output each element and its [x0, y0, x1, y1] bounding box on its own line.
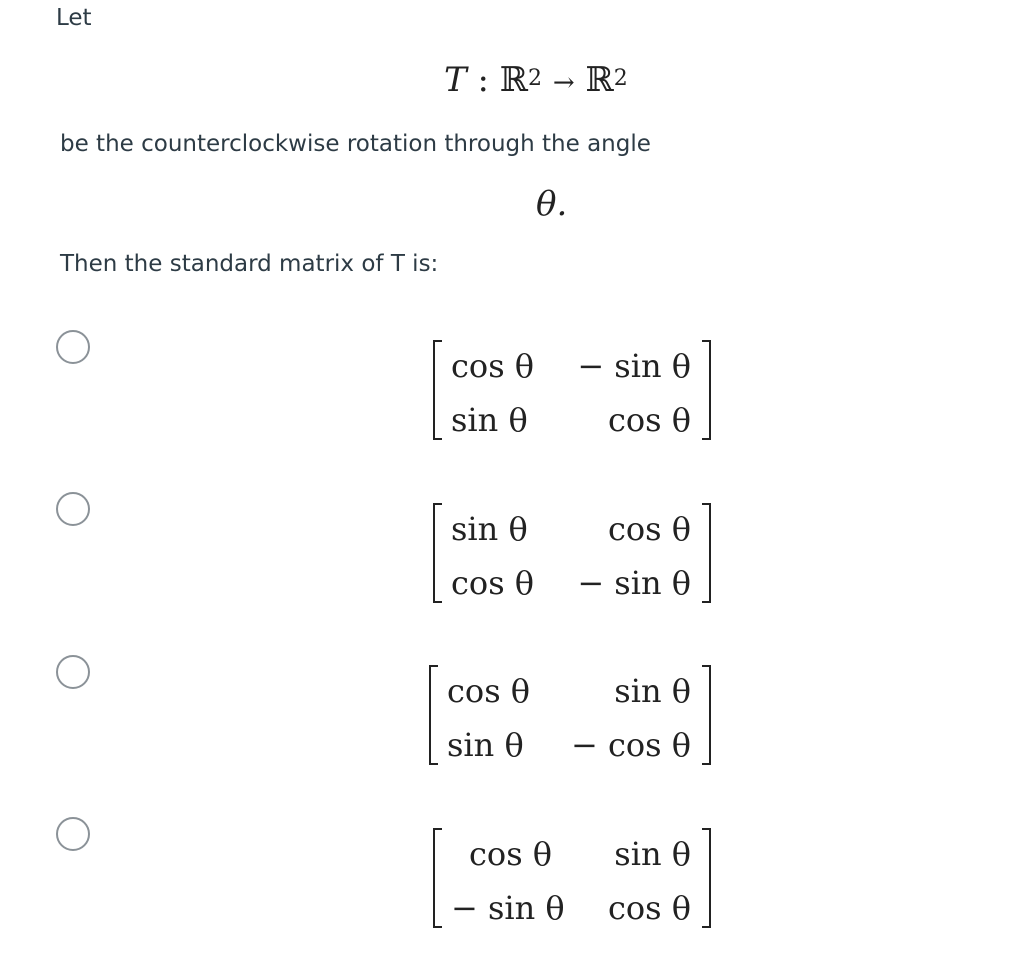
option-4-matrix	[433, 828, 711, 928]
map-codomain-exp: 2	[613, 66, 628, 91]
map-domain: ℝ	[499, 60, 529, 100]
option-2-matrix	[433, 503, 711, 603]
matrix-cell: − sin θ	[577, 564, 691, 602]
matrix-cell: cos θ	[607, 401, 691, 439]
matrix-cell: sin θ	[451, 510, 528, 548]
right-bracket	[702, 340, 711, 440]
matrix-cell: sin θ	[614, 672, 691, 710]
matrix-cell: cos θ	[447, 672, 531, 710]
left-bracket	[433, 340, 442, 440]
right-bracket	[702, 665, 711, 765]
map-T: T	[444, 60, 467, 100]
map-arrow: →	[552, 68, 575, 98]
matrix-cell: cos θ	[607, 889, 691, 927]
option-1-radio[interactable]	[56, 330, 90, 364]
option-2-radio[interactable]	[56, 492, 90, 526]
map-domain-exp: 2	[528, 66, 543, 91]
matrix-cell: cos θ	[469, 835, 553, 873]
left-bracket	[433, 503, 442, 603]
matrix-cell: − sin θ	[577, 347, 691, 385]
option-3-matrix	[429, 665, 711, 765]
description-text: be the counterclockwise rotation through the angle	[60, 131, 651, 157]
matrix-cell: cos θ	[451, 347, 535, 385]
angle-theta: θ.	[536, 184, 568, 224]
matrix-cell: − sin θ	[451, 889, 565, 927]
option-1-matrix	[433, 340, 711, 440]
prompt-text: Then the standard matrix of T is:	[60, 251, 439, 277]
map-colon: :	[477, 60, 489, 100]
right-bracket	[702, 828, 711, 928]
intro-text: Let	[56, 5, 92, 31]
matrix-cell: sin θ	[451, 401, 528, 439]
angle-symbol	[536, 182, 567, 226]
map-definition	[444, 58, 628, 107]
matrix-cell: sin θ	[614, 835, 691, 873]
map-codomain: ℝ	[585, 60, 614, 100]
left-bracket	[429, 665, 438, 765]
option-4-radio[interactable]	[56, 817, 90, 851]
left-bracket	[433, 828, 442, 928]
matrix-cell: − cos θ	[570, 726, 691, 764]
option-3-radio[interactable]	[56, 655, 90, 689]
right-bracket	[702, 503, 711, 603]
matrix-cell: sin θ	[447, 726, 524, 764]
matrix-cell: cos θ	[607, 510, 691, 548]
matrix-cell: cos θ	[451, 564, 535, 602]
